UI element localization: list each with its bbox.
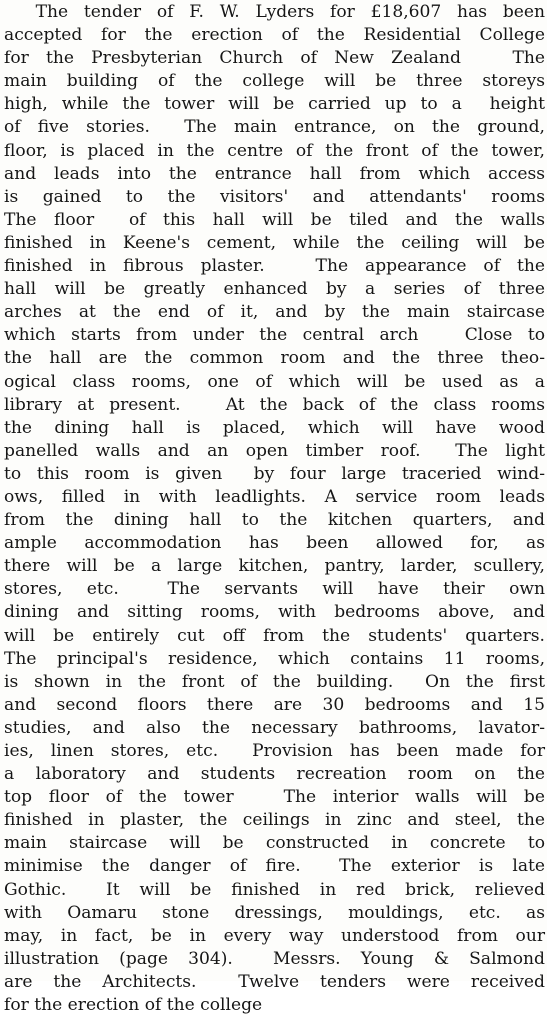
text-line: dining and sitting rooms, with bedrooms above, and (4, 602, 545, 623)
text-line: The principal's residence, which contains 11 rooms, (4, 648, 545, 669)
text-line: which starts from under the central arch Close to (4, 325, 545, 346)
text-line: main building of the college will be three storeys (4, 71, 545, 92)
text-line: a laboratory and students recreation room on the (4, 764, 545, 785)
text-line: there will be a large kitchen, pantry, larder, scullery, (4, 556, 545, 577)
text-line: finished in Keene's cement, while the ceiling will be (4, 232, 545, 253)
text-line: panelled walls and an open timber roof. The light (4, 440, 545, 461)
text-line: of five stories. The main entrance, on the ground, (4, 117, 545, 138)
text-line: top floor of the tower The interior walls will be (4, 787, 545, 808)
article-text (4, 1, 545, 1017)
text-line: for the Presbyterian Church of New Zealand The (4, 48, 545, 69)
text-line: accepted for the erection of the Residential College (4, 25, 545, 46)
text-line: minimise the danger of fire. The exterior is late (4, 856, 545, 877)
text-line: is shown in the front of the building. On the first (4, 671, 545, 692)
text-line: The tender of F. W. Lyders for £18,607 has been (4, 2, 545, 22)
text-line: floor, is placed in the centre of the front of the tower, (4, 140, 545, 161)
text-line: main staircase will be constructed in concrete to (4, 833, 545, 854)
text-line: the dining hall is placed, which will have wood (4, 417, 545, 438)
text-line: for the erection of the college (4, 995, 263, 1016)
text-line: to this room is given by four large traceried wind- (4, 463, 545, 484)
text-line: ows, filled in with leadlights. A service room leads (4, 486, 545, 507)
text-line: finished in fibrous plaster. The appearance of the (4, 256, 545, 277)
text-line: may, in fact, be in every way understood from our (4, 925, 545, 946)
text-line: are the Architects. Twelve tenders were received (4, 971, 545, 992)
text-line: will be entirely cut off from the students' quarters. (4, 625, 545, 646)
text-line: ies, linen stores, etc. Provision has been made for (4, 741, 545, 761)
text-line: arches at the end of it, and by the main staircase (4, 302, 545, 323)
text-line: hall will be greatly enhanced by a series of three (4, 279, 545, 300)
text-line: and leads into the entrance hall from which access (4, 163, 545, 184)
text-line: ogical class rooms, one of which will be used as a (4, 371, 545, 392)
text-line: library at present. At the back of the class rooms (4, 394, 545, 415)
text-line: Gothic. It will be finished in red brick, relieved (4, 879, 545, 900)
text-line: finished in plaster, the ceilings in zinc and steel, the (4, 810, 545, 831)
text-line: ample accommodation has been allowed for, as (4, 533, 545, 554)
text-line: illustration (page 304). Messrs. Young & Salmond (4, 948, 545, 969)
text-line: is gained to the visitors' and attendants' rooms (4, 186, 545, 207)
text-line: high, while the tower will be carried up to a height (4, 94, 545, 115)
text-line: the hall are the common room and the three theo- (4, 348, 545, 369)
text-line: stores, etc. The servants will have their own (4, 579, 545, 600)
text-line: with Oamaru stone dressings, mouldings, etc. as (4, 902, 545, 923)
text-line: studies, and also the necessary bathrooms, lavator- (4, 717, 545, 738)
text-line: and second floors there are 30 bedrooms and 15 (4, 694, 545, 715)
text-line: from the dining hall to the kitchen quarters, and (4, 510, 545, 531)
text-line: The floor of this hall will be tiled and the walls (4, 209, 545, 230)
